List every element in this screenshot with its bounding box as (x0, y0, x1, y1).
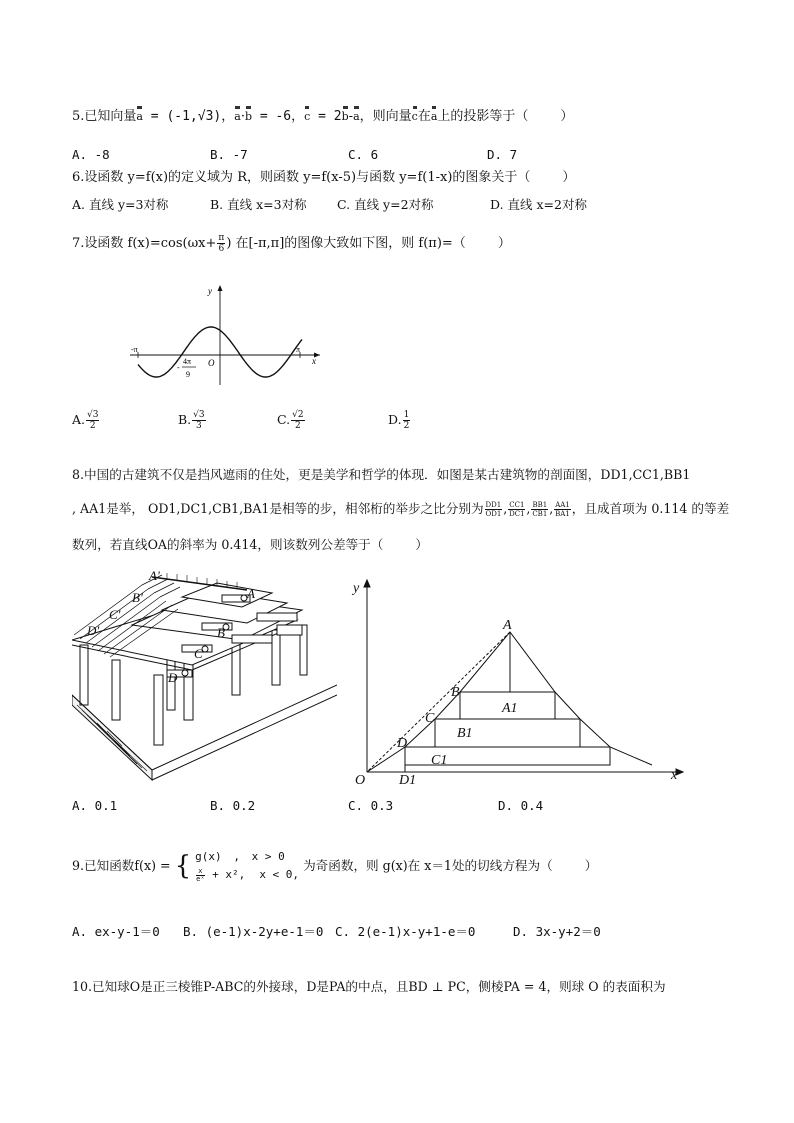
q8-line1: 8.中国的古建筑不仅是挡风遮雨的住处，更是美学和哲学的体现．如图是某古建筑物的剖面图，DD1,CC1,BB1 (72, 467, 691, 482)
origin-label: O (355, 773, 366, 787)
q7-stem: 7.设函数 f(x)=cos(ωx+ $\frac{\pi}{6}$ ) 在[-π,π]的图像大致如下图，则 f(π)=（ ） (72, 233, 511, 254)
q7-cosine-graph (120, 280, 330, 390)
point-A1: A1 (502, 701, 518, 716)
q9-option-d: D. 3x-y+2＝0 (513, 924, 601, 939)
q6-option-d: D. 直线 x=2对称 (490, 197, 587, 212)
q8-option-d: D. 0.4 (498, 798, 544, 813)
piecewise-cases: g(x) , x > 0 $\frac{x}{\text{eˣ}}$ + x², x < 0, (195, 850, 300, 883)
point-A: A (503, 618, 512, 633)
vector-c: c (304, 108, 310, 126)
neg-pi-tick: -π (131, 345, 138, 354)
label-B: B (217, 625, 225, 640)
q7-option-b: B. $\frac{√3}{3}$ (178, 410, 205, 431)
label-A-prime: A' (149, 568, 160, 583)
q6-option-c: C. 直线 y=2对称 (337, 197, 434, 212)
vector-a: a (353, 108, 360, 126)
point-D1: D1 (399, 773, 417, 787)
q8-option-a: A. 0.1 (72, 798, 118, 813)
y-label: y (353, 581, 360, 596)
q8-line2: , AA1是举， OD1,DC1,CB1,BA1是相等的步，相邻桁的举步之比分别为 $\frac{DD1}{OD1}$ , $\frac{CC1}{DC1}$ , $\frac{BB1}{CB1}$ , $\frac{AA1}{BA1}$ ，且成首项为 0.114 的等差 (72, 501, 730, 518)
q7-option-c: C. $\frac{√2}{2}$ (277, 410, 304, 431)
q10-stem: 10.已知球O是正三棱锥P-ABC的外接球，D是PA的中点，且BD ⊥ PC，侧棱PA = 4，则球 O 的表面积为 (72, 979, 666, 994)
marked-denominator: 9 (186, 370, 190, 379)
origin-label: O (208, 358, 215, 368)
point-C: C (425, 711, 435, 726)
q6-option-a: A. 直线 y=3对称 (72, 197, 169, 212)
q5-stem: 5.已知向量a = (-1,√3)，a·b = -6，c = 2b-a，则向量c在a上的投影等于（ ） (72, 109, 574, 124)
q9-stem: 9.已知函数f(x) = { g(x) , x > 0 $\frac{x}{\text{eˣ}}$ + x², x < 0, 为奇函数，则 g(x)在 x＝1处的切线方程为（ ） (72, 850, 598, 883)
q6-stem: 6.设函数 y=f(x)的定义域为 R，则函数 y=f(x-5)与函数 y=f(1-x)的图象关于（ ） (72, 170, 576, 185)
vector-b: b (245, 108, 252, 126)
section-coordinate-diagram (345, 572, 690, 787)
point-D: D (397, 736, 408, 751)
pi-tick: π (296, 345, 301, 354)
vector-a: a (234, 108, 241, 126)
label-C: C (194, 646, 203, 661)
y-axis-arrow (218, 285, 223, 291)
vector-a: a (431, 108, 438, 126)
vector-c: c (412, 108, 418, 126)
q5-option-d: D. 7 (487, 147, 518, 162)
label-D: D (168, 670, 178, 685)
q7-option-a: A. $\frac{√3}{2}$ (72, 410, 99, 431)
marked-sign: - (177, 363, 180, 372)
q8-line3: 数列，若直线OA的斜率为 0.414，则该数列公差等于（ ） (72, 537, 428, 552)
marked-numerator: 4π (183, 357, 192, 366)
label-B-prime: B' (132, 590, 143, 605)
point-B1: B1 (457, 726, 473, 741)
vector-b: b (342, 108, 349, 126)
q8-option-b: B. 0.2 (210, 798, 256, 813)
q5-option-a: A. -8 (72, 147, 110, 162)
q6-option-b: B. 直线 x=3对称 (210, 197, 307, 212)
label-A: A (247, 586, 255, 601)
q5-option-b: B. -7 (210, 147, 248, 162)
label-D-prime: D' (87, 623, 100, 638)
label-C-prime: C' (109, 607, 121, 622)
y-label: y (208, 286, 212, 296)
q9-option-b: B. (e-1)x-2y+e-1＝0 (183, 924, 324, 939)
q9-option-c: C. 2(e-1)x-y+1-e＝0 (335, 924, 476, 939)
x-label: x (312, 356, 316, 366)
q5-option-c: C. 6 (348, 147, 379, 162)
line-OA (367, 632, 510, 772)
point-B: B (451, 685, 460, 700)
q7-option-d: D. $\frac{1}{2}$ (388, 410, 410, 431)
ancient-building-illustration (72, 565, 337, 785)
pi-over-6-fraction: $\frac{\pi}{6}$ (218, 233, 225, 254)
q9-option-a: A. ex-y-1＝0 (72, 924, 160, 939)
point-C1: C1 (431, 753, 448, 768)
q8-option-c: C. 0.3 (348, 798, 394, 813)
vector-a: a (136, 108, 143, 126)
x-label: x (671, 768, 678, 783)
